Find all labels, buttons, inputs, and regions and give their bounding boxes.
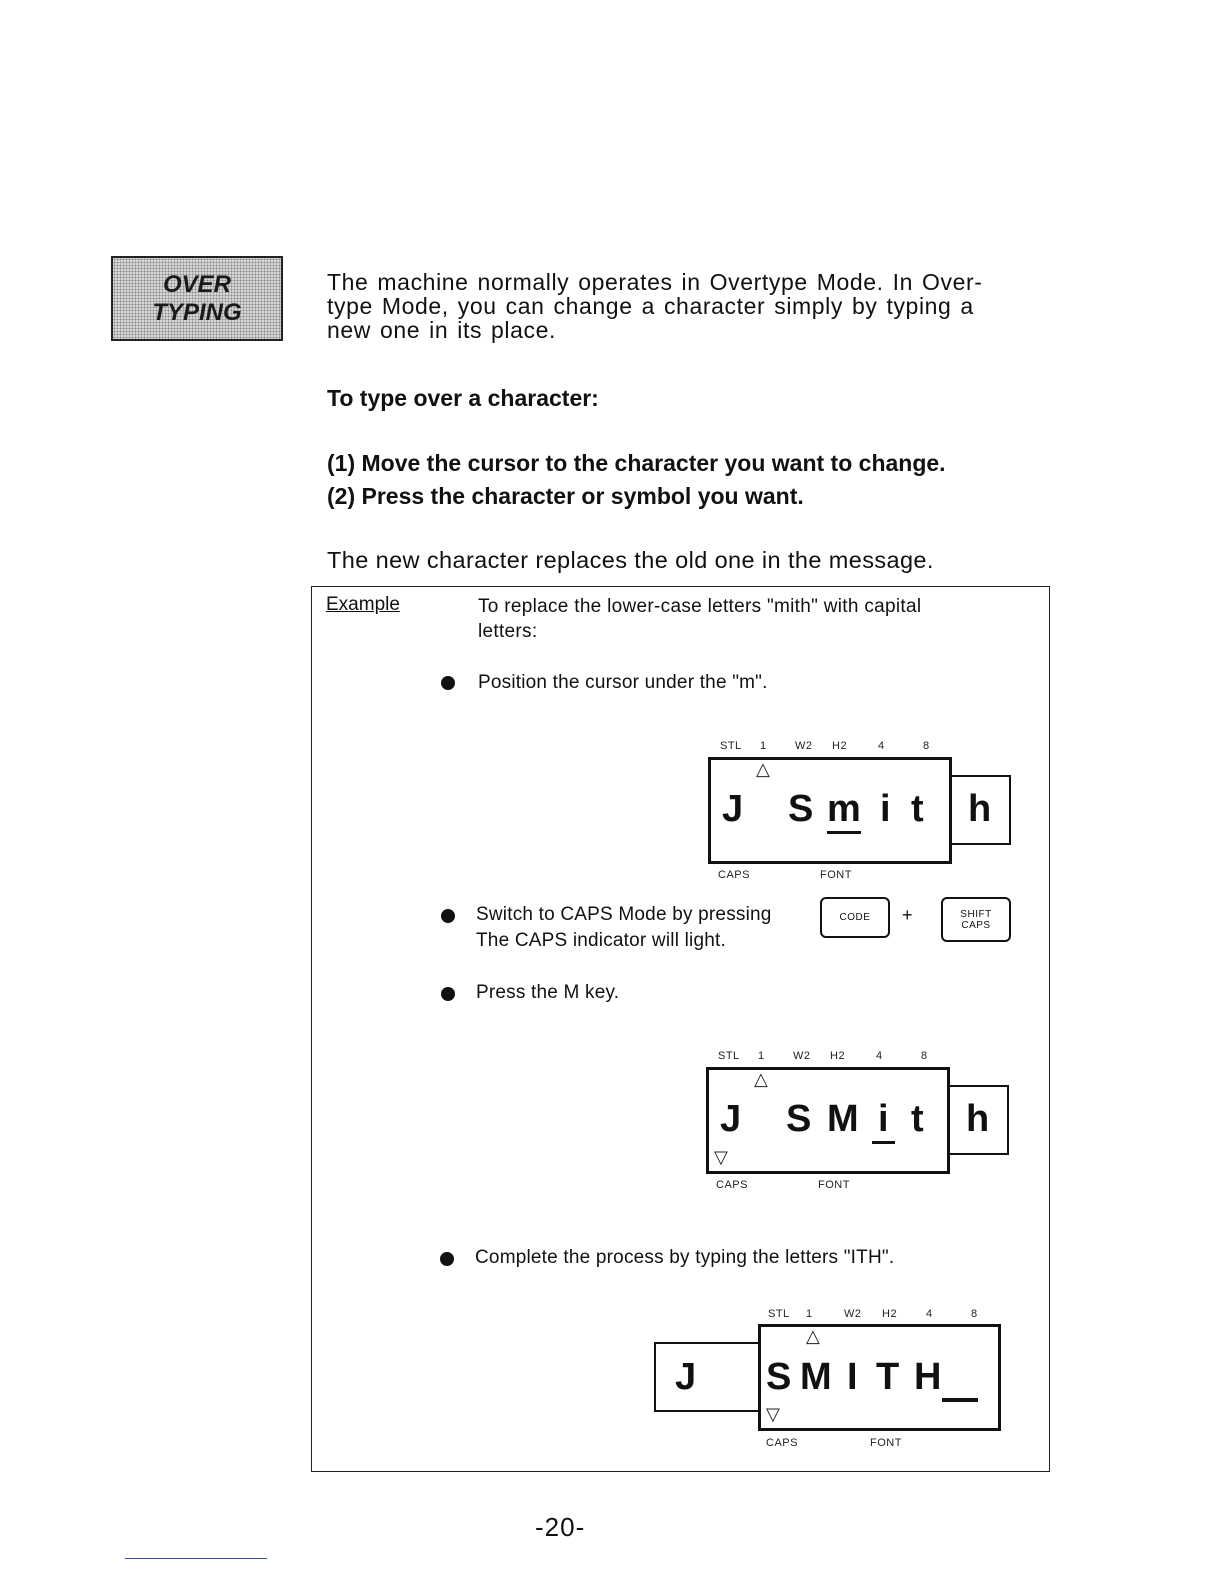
display-3-char: S	[766, 1356, 792, 1398]
instructions-heading: To type over a character:	[327, 385, 599, 411]
bullet-icon	[441, 909, 455, 923]
label-w2: W2	[793, 1050, 811, 1062]
cursor-indicator-up-icon: △	[756, 759, 770, 779]
display-3-char: I	[847, 1356, 858, 1398]
caps-indicator-down-icon: ▽	[714, 1147, 728, 1167]
label-stl: STL	[718, 1050, 740, 1062]
display-2-char: J	[720, 1098, 742, 1140]
code-key-label: CODE	[839, 912, 871, 923]
bullet-text-2	[476, 902, 772, 954]
display-2-char: S	[786, 1098, 812, 1140]
label-1: 1	[760, 740, 767, 752]
label-8: 8	[971, 1308, 978, 1320]
cursor-underline	[942, 1398, 978, 1402]
label-w2: W2	[844, 1308, 862, 1320]
label-1: 1	[758, 1050, 765, 1062]
intro-line: The machine normally operates in Overtype Mode. In Over-	[327, 269, 983, 295]
label-font: FONT	[818, 1179, 850, 1191]
cursor-indicator-up-icon: △	[754, 1069, 768, 1089]
cursor-indicator-up-icon: △	[806, 1326, 820, 1346]
code-key-icon	[820, 897, 890, 938]
display-1-char-cursor: m	[827, 789, 861, 834]
display-1-char: J	[722, 788, 744, 830]
label-4: 4	[876, 1050, 883, 1062]
display-2-char: M	[827, 1098, 859, 1140]
label-h2: H2	[830, 1050, 846, 1062]
shift-caps-key-icon	[941, 897, 1011, 942]
intro-paragraph	[327, 270, 1047, 342]
step-1: (1) Move the cursor to the character you want to change.	[327, 450, 946, 476]
page-number: -20-	[535, 1512, 586, 1542]
plus-sign: +	[902, 905, 913, 925]
section-heading-box	[111, 256, 283, 341]
intro-line: type Mode, you can change a character simply by typing a	[327, 293, 974, 319]
label-h2: H2	[882, 1308, 898, 1320]
bullet-text-1: Position the cursor under the "m".	[478, 672, 768, 693]
bullet-icon	[441, 987, 455, 1001]
result-text: The new character replaces the old one in the message.	[327, 547, 934, 573]
section-heading-line2: TYPING	[152, 298, 242, 326]
example-intro-line: letters:	[478, 621, 538, 642]
display-1-char: i	[880, 788, 891, 830]
label-stl: STL	[768, 1308, 790, 1320]
display-3-char: M	[800, 1356, 832, 1398]
label-8: 8	[923, 740, 930, 752]
label-8: 8	[921, 1050, 928, 1062]
label-stl: STL	[720, 740, 742, 752]
display-3-char: T	[876, 1356, 900, 1398]
example-label: Example	[326, 594, 400, 615]
bullet-icon	[441, 676, 455, 690]
label-w2: W2	[795, 740, 813, 752]
label-h2: H2	[832, 740, 848, 752]
intro-line: new one in its place.	[327, 317, 557, 343]
example-intro	[478, 594, 1040, 644]
bullet-text-3: Press the M key.	[476, 982, 620, 1003]
section-heading-line1: OVER	[162, 270, 231, 298]
caps-indicator-down-icon: ▽	[766, 1404, 780, 1424]
label-font: FONT	[870, 1437, 902, 1449]
step-2: (2) Press the character or symbol you want.	[327, 483, 804, 509]
label-4: 4	[878, 740, 885, 752]
display-2-char-cursor: i	[872, 1099, 895, 1144]
bullet-text-2-line: The CAPS indicator will light.	[476, 930, 726, 951]
display-1-side-char: h	[968, 788, 992, 830]
shift-key-label: SHIFT	[960, 908, 992, 920]
display-3-top-labels	[758, 1308, 998, 1322]
display-1-char: S	[788, 788, 814, 830]
display-3-side-panel	[654, 1342, 762, 1412]
label-font: FONT	[820, 869, 852, 881]
display-2-side-char: h	[966, 1098, 990, 1140]
label-caps: CAPS	[718, 869, 750, 881]
label-4: 4	[926, 1308, 933, 1320]
display-1-top-labels	[710, 740, 950, 754]
example-intro-line: To replace the lower-case letters "mith" with capital	[478, 596, 922, 617]
caps-key-label: CAPS	[961, 919, 991, 931]
bullet-text-4: Complete the process by typing the letters "ITH".	[475, 1247, 895, 1268]
bullet-icon	[440, 1252, 454, 1266]
display-1-char: t	[911, 788, 924, 830]
display-2-char: t	[911, 1098, 924, 1140]
display-2-top-labels	[708, 1050, 948, 1064]
label-1: 1	[806, 1308, 813, 1320]
footer-divider	[125, 1558, 267, 1559]
display-3-char: H	[914, 1356, 942, 1398]
display-3-side-char: J	[675, 1356, 697, 1398]
bullet-text-2-line: Switch to CAPS Mode by pressing	[476, 904, 772, 925]
label-caps: CAPS	[716, 1179, 748, 1191]
label-caps: CAPS	[766, 1437, 798, 1449]
